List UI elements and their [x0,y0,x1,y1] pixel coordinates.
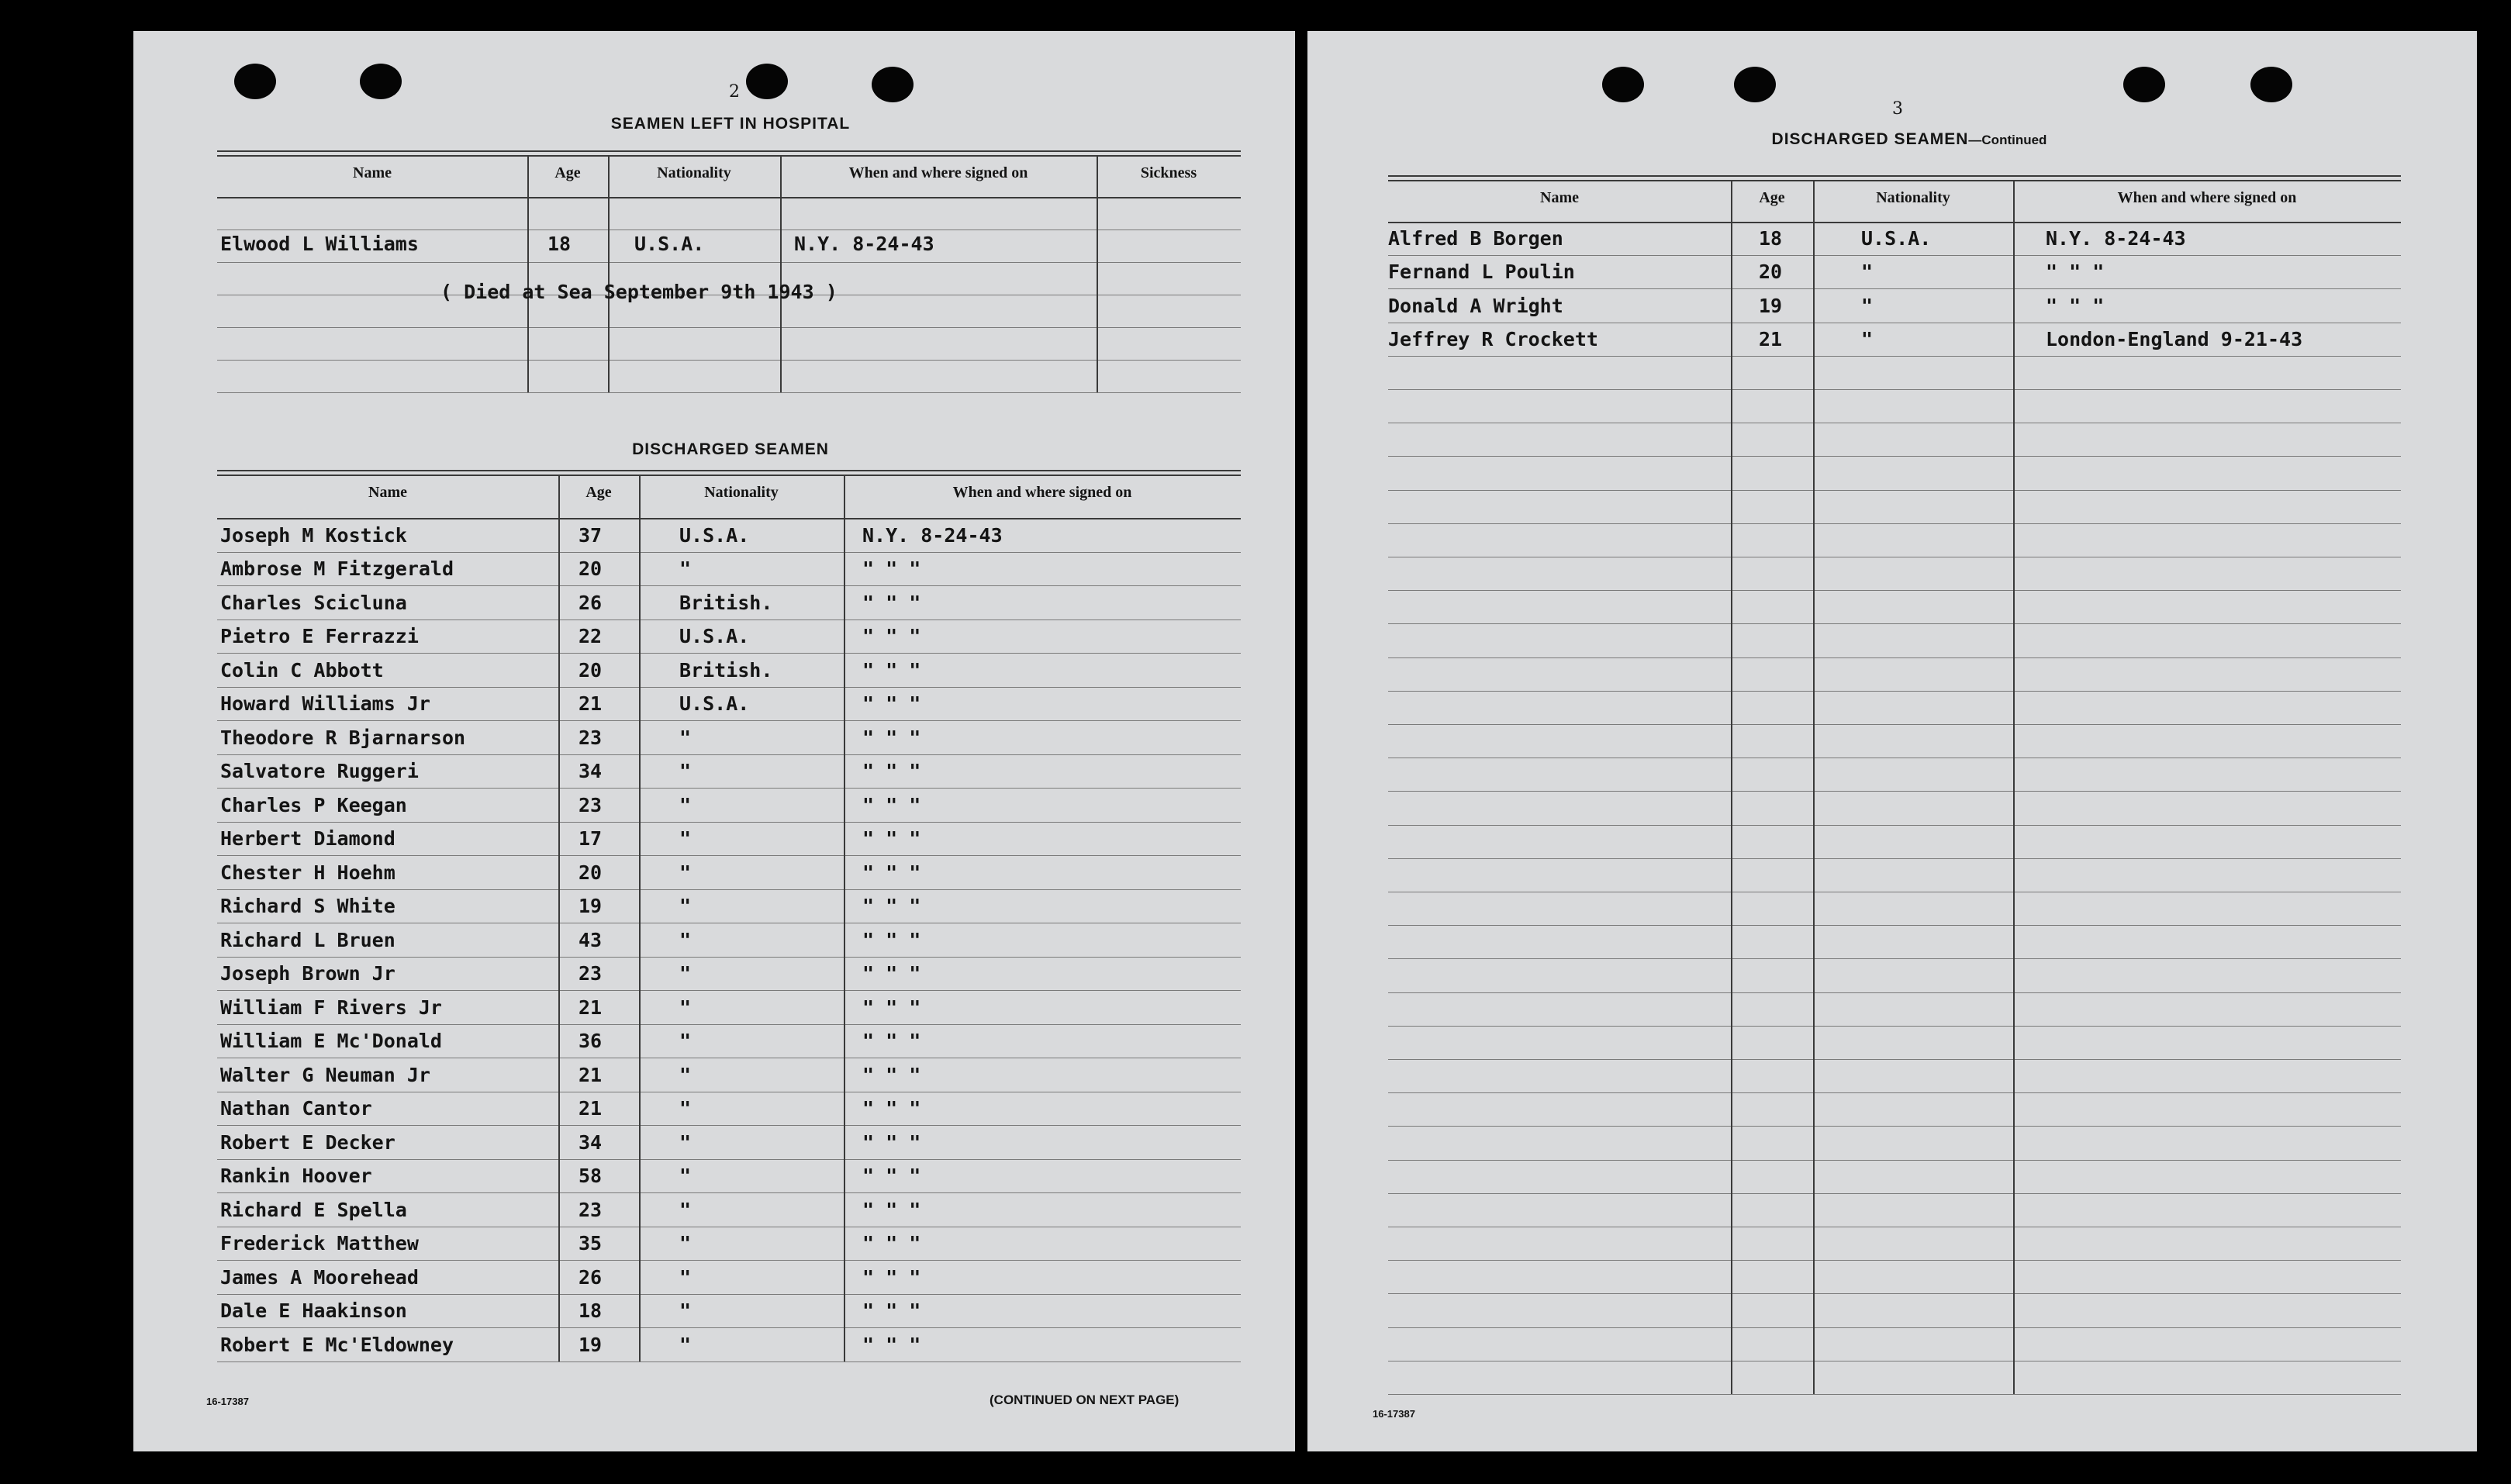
cell-signed-on: " " " [2046,294,2105,317]
column-header-when-and-where-signed-on: When and where signed on [848,164,1028,181]
cell-nationality: " [679,793,692,816]
cell-name: William E Mc'Donald [220,1030,442,1052]
table-rule [1388,175,2401,177]
row-line [217,822,1241,823]
row-line [1388,1193,2401,1194]
punch-hole [234,64,276,99]
row-line [1388,1327,2401,1328]
cell-name: Howard Williams Jr [220,692,430,715]
row-line [217,1159,1241,1160]
cell-age: 23 [579,726,603,749]
cell-age: 21 [1759,327,1783,350]
column-divider [558,476,560,1361]
table-rule [217,150,1241,152]
row-line [1388,590,2401,591]
column-header-sickness: Sickness [1140,164,1197,181]
cell-signed-on: " " " [862,692,921,715]
column-divider [780,157,782,392]
cell-age: 34 [579,1130,603,1154]
cell-nationality: British. [679,658,773,682]
cell-nationality: " [679,557,692,580]
page-number: 2 [729,82,740,102]
cell-signed-on: " " " [862,1165,921,1187]
cell-age: 26 [579,591,603,614]
punch-hole [2250,67,2292,102]
cell-age: 23 [579,1198,603,1221]
punch-hole [872,67,914,102]
cell-nationality: " [679,1165,692,1187]
cell-signed-on: " " " [862,1030,921,1052]
row-line [217,653,1241,654]
row-line [217,720,1241,721]
cell-age: 35 [579,1232,603,1254]
column-divider [608,157,610,392]
row-line [1388,825,2401,826]
cell-name: Robert E Mc'Eldowney [220,1333,454,1356]
cell-signed-on: " " " [862,962,921,985]
row-line [217,392,1241,393]
cell-name: Donald A Wright [1388,294,1563,317]
cell-name: Nathan Cantor [220,1097,372,1120]
column-divider [844,476,845,1361]
cell-signed-on: London-England 9-21-43 [2046,327,2303,350]
row-line [217,1361,1241,1362]
row-line [217,262,1241,263]
cell-age: 23 [579,793,603,816]
cell-signed-on: " " " [862,996,921,1019]
row-line [217,1125,1241,1126]
cell-age: 20 [579,861,603,884]
cell-name: Joseph Brown Jr [220,962,395,985]
cell-name: Richard S White [220,895,395,917]
row-line [217,619,1241,620]
cell-name: William F Rivers Jr [220,996,442,1019]
row-line [1388,356,2401,357]
cell-age: 20 [579,658,603,682]
row-line [1388,389,2401,390]
cell-nationality: " [679,895,692,917]
cell-age: 18 [1759,227,1783,250]
column-header-when-and-where-signed-on: When and where signed on [2117,189,2297,206]
cell-age: 37 [579,523,603,547]
column-divider [1731,181,1732,1394]
cell-nationality: U.S.A. [679,625,750,647]
cell-name: Robert E Decker [220,1130,395,1154]
cell-signed-on: " " " [862,726,921,749]
row-line [217,1024,1241,1025]
row-line [1388,1126,2401,1127]
row-line [217,754,1241,755]
cell-nationality: " [679,1198,692,1221]
cell-signed-on: " " " [862,591,921,614]
cell-signed-on: N.Y. 8-24-43 [2046,227,2186,250]
cell-name: Charles Scicluna [220,591,407,614]
row-line [217,1192,1241,1193]
cell-signed-on: " " " [862,625,921,647]
cell-signed-on: N.Y. 8-24-43 [794,233,934,255]
cell-age: 21 [579,692,603,715]
cell-age: 58 [579,1165,603,1187]
cell-name: Pietro E Ferrazzi [220,625,419,647]
cell-nationality: " [679,1030,692,1052]
column-header-when-and-where-signed-on: When and where signed on [952,484,1132,501]
cell-name: Chester H Hoehm [220,861,395,884]
row-line [1388,1394,2401,1395]
punch-hole [746,64,788,99]
cell-name: James A Moorehead [220,1265,419,1289]
row-line [217,855,1241,856]
cell-name: Richard E Spella [220,1198,407,1221]
table-rule [217,197,1241,198]
cell-nationality: British. [679,591,773,614]
cell-signed-on: N.Y. 8-24-43 [862,523,1003,547]
cell-age: 43 [579,928,603,951]
cell-name: Colin C Abbott [220,658,384,682]
row-line [217,1327,1241,1328]
cell-nationality: " [679,726,692,749]
cell-age: 21 [579,1063,603,1086]
cell-name: Elwood L Williams [220,233,419,255]
row-line [217,1294,1241,1295]
column-header-name: Name [353,164,392,181]
cell-signed-on: " " " [862,1063,921,1086]
row-line [217,889,1241,890]
cell-nationality: " [1861,294,1874,317]
cell-signed-on: " " " [2046,261,2105,284]
cell-name: Richard L Bruen [220,928,395,951]
page-number: 3 [1892,99,1903,119]
hospital-section-title: SEAMEN LEFT IN HOSPITAL [610,115,851,133]
column-header-age: Age [585,484,612,501]
cell-nationality: " [679,1097,692,1120]
row-line [1388,255,2401,256]
column-divider [1097,157,1098,392]
form-number: 16-17387 [206,1396,249,1407]
cell-age: 19 [1759,294,1783,317]
cell-name: Dale E Haakinson [220,1299,407,1322]
row-line [1388,456,2401,457]
column-divider [527,157,529,392]
cell-nationality: " [679,1265,692,1289]
cell-nationality: " [679,928,692,951]
row-line [1388,1026,2401,1027]
cell-age: 34 [579,760,603,782]
cell-signed-on: " " " [862,1333,921,1356]
cell-name: Walter G Neuman Jr [220,1063,430,1086]
table-rule [217,475,1241,476]
cell-nationality: " [679,1333,692,1356]
cell-signed-on: " " " [862,895,921,917]
column-header-nationality: Nationality [1876,189,1950,206]
cell-name: Rankin Hoover [220,1165,372,1187]
cell-signed-on: " " " [862,760,921,782]
cell-name: Ambrose M Fitzgerald [220,557,454,580]
cell-name: Alfred B Borgen [1388,227,1563,250]
column-divider [2013,181,2015,1394]
table-rule [217,470,1241,471]
column-header-age: Age [1759,189,1785,206]
row-line [217,552,1241,553]
cell-nationality: " [679,1063,692,1086]
cell-name: Jeffrey R Crockett [1388,327,1598,350]
cell-nationality: U.S.A. [679,692,750,715]
cell-signed-on: " " " [862,1198,921,1221]
cell-age: 20 [579,557,603,580]
cell-name: Salvatore Ruggeri [220,760,419,782]
cell-nationality: U.S.A. [679,523,750,547]
row-line [217,327,1241,328]
cell-nationality: " [1861,327,1874,350]
cell-nationality: " [679,996,692,1019]
cell-nationality: " [679,861,692,884]
row-line [1388,623,2401,624]
column-header-nationality: Nationality [704,484,779,501]
punch-hole [360,64,402,99]
cell-name: Fernand L Poulin [1388,261,1575,284]
cell-name: Theodore R Bjarnarson [220,726,466,749]
cell-name: Frederick Matthew [220,1232,419,1254]
cell-nationality: " [679,1232,692,1254]
table-rule [217,155,1241,157]
punch-hole [1602,67,1644,102]
cell-signed-on: " " " [862,658,921,682]
cell-signed-on: " " " [862,861,921,884]
column-header-nationality: Nationality [657,164,731,181]
form-number: 16-17387 [1373,1408,1415,1420]
cell-age: 19 [579,1333,603,1356]
cell-signed-on: " " " [862,1265,921,1289]
cell-signed-on: " " " [862,1097,921,1120]
row-line [1388,288,2401,289]
row-line [1388,657,2401,658]
cell-name: Herbert Diamond [220,827,395,850]
cell-signed-on: " " " [862,1232,921,1254]
row-line [1388,691,2401,692]
cell-nationality: " [679,760,692,782]
table-rule [217,518,1241,519]
cell-age: 23 [579,962,603,985]
cell-signed-on: " " " [862,557,921,580]
row-line [217,360,1241,361]
cell-nationality: " [679,1130,692,1154]
cell-age: 36 [579,1030,603,1052]
right-page [1307,31,2477,1451]
cell-nationality: " [679,827,692,850]
cell-nationality: " [679,962,692,985]
cell-age: 17 [579,827,603,850]
cell-name: Charles P Keegan [220,793,407,816]
cell-signed-on: " " " [862,1130,921,1154]
row-line [1388,1260,2401,1261]
discharged-continued-title: DISCHARGED SEAMEN—Continued [1771,130,2047,148]
row-line [1388,523,2401,524]
punch-hole [2123,67,2165,102]
row-line [1388,858,2401,859]
row-line [1388,1059,2401,1060]
row-line [1388,1092,2401,1093]
cell-age: 19 [579,895,603,917]
left-page [133,31,1295,1451]
table-rule [1388,222,2401,223]
row-line [1388,1160,2401,1161]
cell-signed-on: " " " [862,1299,921,1322]
row-line [217,957,1241,958]
punch-hole [1734,67,1776,102]
cell-signed-on: " " " [862,793,921,816]
row-line [217,1260,1241,1261]
column-header-age: Age [554,164,581,181]
cell-nationality: " [1861,261,1874,284]
cell-age: 18 [579,1299,603,1322]
row-line [1388,724,2401,725]
cell-signed-on: " " " [862,827,921,850]
cell-age: 22 [579,625,603,647]
row-line [1388,791,2401,792]
cell-nationality: U.S.A. [1861,227,1932,250]
cell-age: 26 [579,1265,603,1289]
continued-note: (CONTINUED ON NEXT PAGE) [990,1393,1180,1407]
row-line [217,788,1241,789]
cell-age: 20 [1759,261,1783,284]
row-line [1388,1293,2401,1294]
column-header-name: Name [1540,189,1579,206]
cell-nationality: U.S.A. [634,233,705,255]
row-line [1388,958,2401,959]
row-line [217,687,1241,688]
cell-age: 21 [579,996,603,1019]
discharged-section-title: DISCHARGED SEAMEN [632,440,829,458]
row-line [1388,490,2401,491]
cell-age: 18 [547,233,572,255]
cell-signed-on: " " " [862,928,921,951]
cell-nationality: " [679,1299,692,1322]
row-line [1388,925,2401,926]
column-header-name: Name [368,484,407,501]
row-line [1388,992,2401,993]
death-note: ( Died at Sea September 9th 1943 ) [440,281,838,303]
table-rule [1388,180,2401,181]
column-divider [1813,181,1815,1394]
cell-name: Joseph M Kostick [220,523,407,547]
row-line [217,990,1241,991]
row-line [217,585,1241,586]
cell-age: 21 [579,1097,603,1120]
column-divider [639,476,641,1361]
